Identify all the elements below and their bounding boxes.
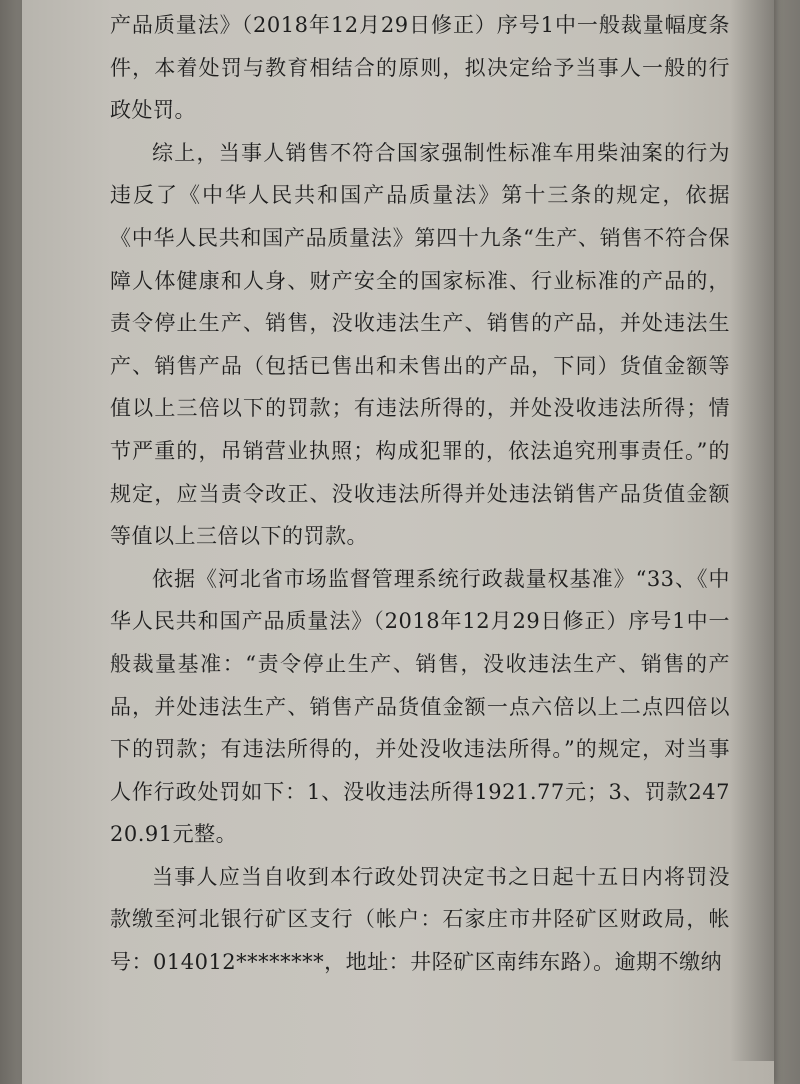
document-body — [110, 4, 730, 984]
paragraph-4: 当事人应当自收到本行政处罚决定书之日起十五日内将罚没款缴至河北银行矿区支行（帐户：石家庄市井陉矿区财政局，帐号：014012********，地址：井陉矿区南纬东路）。逾期不缴纳 — [110, 864, 730, 975]
paragraph-3: 依据《河北省市场监督管理系统行政裁量权基准》“33、《中华人民共和国产品质量法》（2018年12月29日修正）序号1中一般裁量基准：“责令停止生产、销售，没收违法生产、销售的产品，并处违法生产、销售产品货值金额一点六倍以上二点四倍以下的罚款；有违法所得的，并处没收违法所得。”的规定，对当事人作行政处罚如下：1、没收违法所得1921.77元；3、罚款24720.91元整。 — [110, 566, 730, 847]
paragraph-2: 综上，当事人销售不符合国家强制性标准车用柴油案的行为违反了《中华人民共和国产品质量法》第十三条的规定，依据《中华人民共和国产品质量法》第四十九条“生产、销售不符合保障人体健康和人身、财产安全的国家标准、行业标准的产品的，责令停止生产、销售，没收违法生产、销售的产品，并处违法生产、销售产品（包括已售出和未售出的产品，下同）货值金额等值以上三倍以下的罚款；有违法所得的，并处没收违法所得；情节严重的，吊销营业执照；构成犯罪的，依法追究刑事责任。”的规定，应当责令改正、没收违法所得并处违法销售产品货值金额等值以上三倍以下的罚款。 — [110, 140, 730, 549]
paragraph-1: 产品质量法》（2018年12月29日修正）序号1中一般裁量幅度条件，本着处罚与教育相结合的原则，拟决定给予当事人一般的行政处罚。 — [110, 13, 730, 123]
page-edge-shadow — [730, 0, 774, 1061]
